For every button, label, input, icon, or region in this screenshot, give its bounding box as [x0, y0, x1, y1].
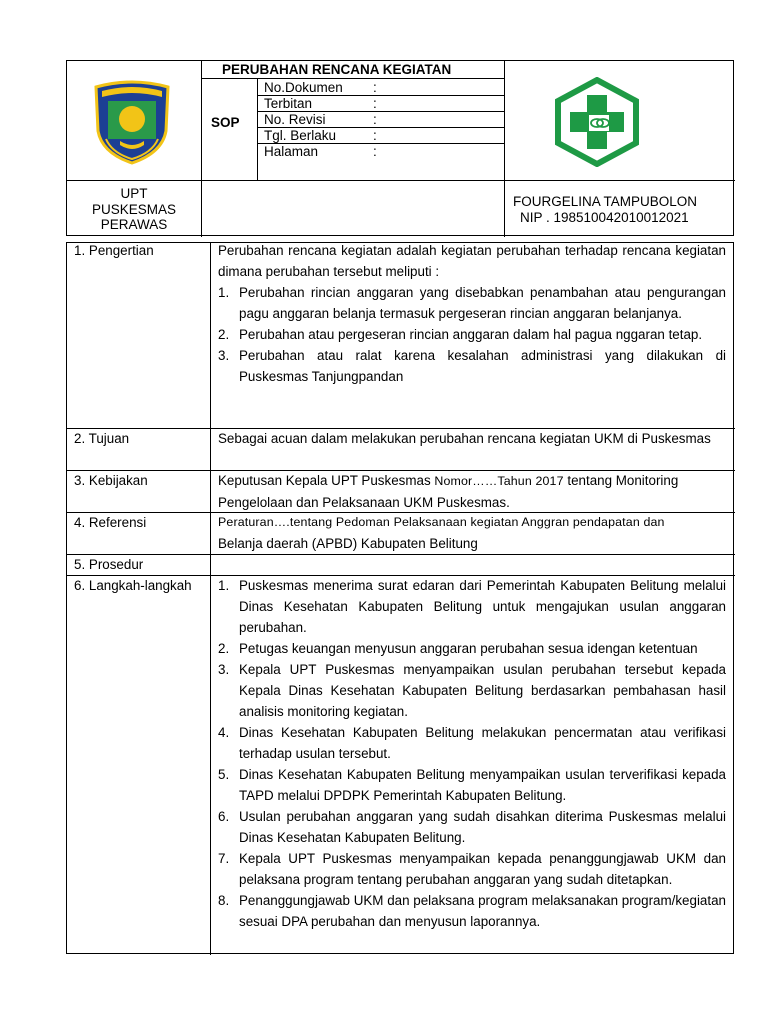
item-number: 5.: [218, 767, 230, 782]
sop-label: SOP: [211, 115, 240, 130]
list-item: [218, 282, 726, 324]
item-text: Petugas keuangan menyusun anggaran perubahan sesua idengan ketentuan: [239, 641, 698, 656]
list-item: [218, 659, 726, 722]
label-kebijakan: 3. Kebijakan: [74, 473, 148, 488]
list-item: [218, 638, 726, 659]
kebijakan-content: [218, 470, 726, 513]
field-no-dokumen: No.Dokumen: [264, 80, 343, 95]
item-text: Penanggungjawab UKM dan pelaksana program melaksanakan program/kegiatan sesuai DPA perubahan dan menyusun laporannya.: [239, 893, 726, 929]
field-colon: :: [373, 96, 377, 111]
label-pengertian: 1. Pengertian: [74, 243, 154, 258]
kebijakan-text-c: tentang Monitoring Pengelolaan dan Pelaksanaan UKM Puskesmas.: [218, 473, 679, 510]
label-tujuan: 2. Tujuan: [74, 431, 130, 446]
item-text: Usulan perubahan anggaran yang sudah disahkan diterima Puskesmas melalui Dinas Kesehatan Kabupaten Belitung.: [239, 809, 726, 845]
referensi-content: [218, 512, 726, 554]
item-number: 3.: [218, 662, 230, 677]
item-text: Dinas Kesehatan Kabupaten Belitung melakukan pencermatan atau verifikasi terhadap usulan tersebut.: [239, 725, 726, 761]
item-number: 7.: [218, 851, 230, 866]
field-colon: :: [373, 144, 377, 159]
org-line-1: UPT: [120, 186, 148, 201]
item-number: 2.: [218, 641, 230, 656]
pengertian-content: [218, 240, 726, 387]
langkah-content: [218, 575, 726, 932]
item-number: 4.: [218, 725, 230, 740]
field-halaman: Halaman: [264, 144, 319, 159]
item-number: 8.: [218, 893, 230, 908]
item-text: Kepala UPT Puskesmas menyampaikan kepada penanggungjawab UKM dan pelaksana program tentang perubahan anggaran yang sudah ditetapkan.: [239, 851, 726, 887]
label-prosedur: 5. Prosedur: [74, 557, 144, 572]
district-crest-logo: [92, 79, 172, 165]
header-table: [66, 60, 734, 236]
list-item: [218, 324, 726, 345]
org-line-2: PUSKESMAS: [91, 202, 177, 217]
item-text: Perubahan rincian anggaran yang disebabkan penambahan atau pengurangan pagu anggaran belanja termasuk pergeseran rincian anggaran belanjanya.: [239, 285, 726, 321]
field-colon: :: [373, 128, 377, 143]
item-number: 1.: [218, 285, 230, 300]
content-table: [66, 242, 734, 954]
item-text: Perubahan atau pergeseran rincian anggaran dalam hal pagua nggaran tetap.: [239, 327, 703, 342]
signer-name: FOURGELINA TAMPUBOLON: [513, 194, 698, 209]
field-colon: :: [373, 80, 377, 95]
label-langkah: 6. Langkah-langkah: [74, 578, 192, 593]
org-line-3: PERAWAS: [100, 217, 168, 232]
list-item: [218, 722, 726, 764]
item-number: 3.: [218, 348, 230, 363]
document-title: PERUBAHAN RENCANA KEGIATAN: [222, 62, 452, 77]
kebijakan-text-b: Nomor……Tahun 2017: [434, 474, 564, 488]
tujuan-content: Sebagai acuan dalam melakukan perubahan rencana kegiatan UKM di Puskesmas: [218, 431, 711, 446]
item-number: 2.: [218, 327, 230, 342]
kebijakan-text-a: Keputusan Kepala UPT Puskesmas: [218, 473, 435, 488]
field-no-revisi: No. Revisi: [264, 112, 326, 127]
field-tgl-berlaku: Tgl. Berlaku: [264, 128, 337, 143]
list-item: [218, 806, 726, 848]
list-item: [218, 345, 726, 387]
label-referensi: 4. Referensi: [74, 515, 147, 530]
item-number: 6.: [218, 809, 230, 824]
item-text: Perubahan atau ralat karena kesalahan administrasi yang dilakukan di Puskesmas Tanjungpandan: [239, 348, 726, 384]
list-item: [218, 764, 726, 806]
item-text: Puskesmas menerima surat edaran dari Pemerintah Kabupaten Belitung melalui Dinas Kesehatan Kabupaten Belitung untuk mengajukan usulan anggaran perubahan.: [239, 578, 726, 635]
field-terbitan: Terbitan: [264, 96, 313, 111]
list-item: [218, 848, 726, 890]
signer-nip: NIP . 198510042010012021: [520, 210, 689, 225]
item-text: Dinas Kesehatan Kabupaten Belitung menyampaikan usulan terverifikasi kepada TAPD melalui DPDPK Pemerintah Kabupaten Belitung.: [239, 767, 726, 803]
referensi-text-a: Peraturan….tentang Pedoman Pelaksanaan kegiatan Anggran pendapatan dan: [218, 515, 665, 529]
puskesmas-logo: [552, 77, 642, 167]
list-item: [218, 890, 726, 932]
pengertian-intro: Perubahan rencana kegiatan adalah kegiatan perubahan terhadap rencana kegiatan dimana perubahan tersebut meliputi :: [218, 243, 726, 279]
item-text: Kepala UPT Puskesmas menyampaikan usulan perubahan tersebut kepada Kepala Dinas Kesehatan Kabupaten Belitung berdasarkan pembahasan hasil analisis monitoring kegiatan.: [239, 662, 726, 719]
field-colon: :: [373, 112, 377, 127]
item-number: 1.: [218, 578, 230, 593]
list-item: [218, 575, 726, 638]
referensi-text-b: Belanja daerah (APBD) Kabupaten Belitung: [218, 536, 478, 551]
